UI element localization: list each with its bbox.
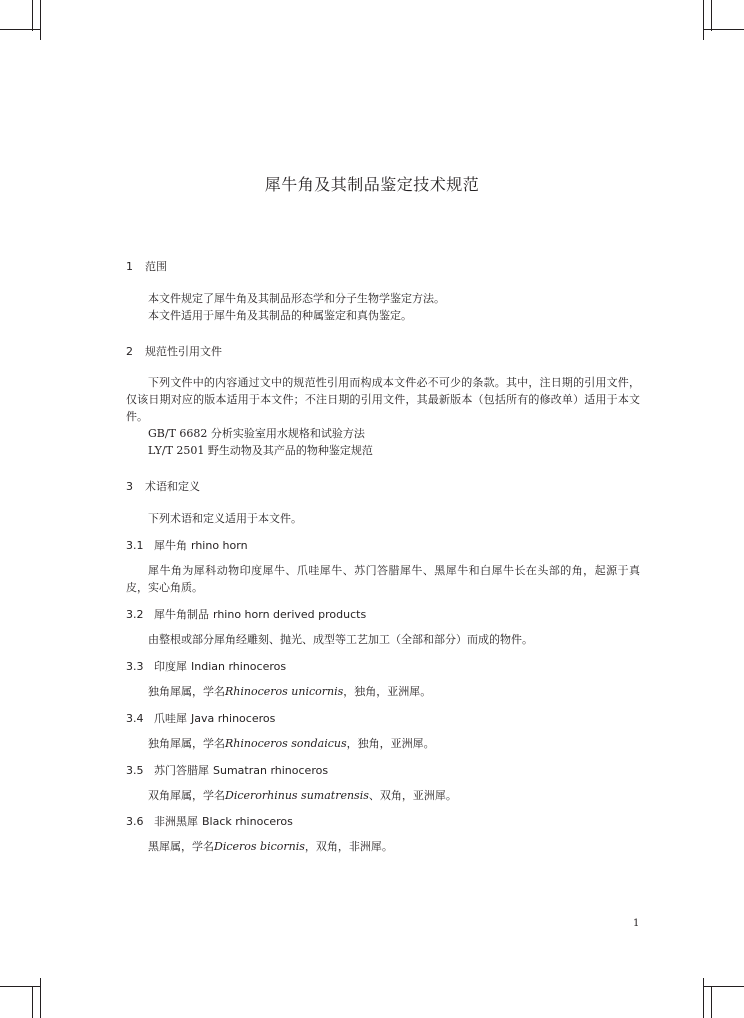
- section-title: 范围: [145, 260, 167, 273]
- scope-line-1: 本文件规定了犀牛角及其制品形态学和分子生物学鉴定方法。: [148, 292, 445, 305]
- term-number: 3.2: [126, 608, 144, 621]
- latin-name: Dicerorhinus sumatrensis: [225, 789, 369, 802]
- page-number: 1: [633, 918, 640, 929]
- term-en: Sumatran rhinoceros: [213, 764, 329, 777]
- latin-name: Rhinoceros sondaicus: [225, 737, 347, 750]
- term-3-1-definition: 犀牛角为犀科动物印度犀牛、爪哇犀牛、苏门答腊犀牛、黑犀牛和白犀牛长在头部的角，起源于真皮，实心角质。: [126, 564, 640, 594]
- definition-text: ，双角，非洲犀。: [304, 840, 393, 853]
- section-title: 规范性引用文件: [145, 345, 222, 358]
- term-number: 3.3: [126, 660, 144, 673]
- document-title: 犀牛角及其制品鉴定技术规范: [264, 175, 480, 194]
- term-zh: 苏门答腊犀: [154, 764, 209, 777]
- section-3-heading: [126, 478, 200, 494]
- term-3-4-heading: [126, 710, 275, 726]
- term-number: 3.6: [126, 815, 144, 828]
- term-zh: 非洲黑犀: [154, 815, 198, 828]
- definition-text: 黑犀属，学名: [148, 840, 214, 853]
- section-title: 术语和定义: [145, 480, 200, 493]
- term-en: Java rhinoceros: [191, 712, 276, 725]
- section-number: 3: [126, 480, 133, 493]
- term-3-4-definition: [148, 735, 435, 752]
- term-3-5-definition: [148, 787, 457, 804]
- term-zh: 爪哇犀: [154, 712, 187, 725]
- term-3-2-definition: 由整根或部分犀角经雕刻、抛光、成型等工艺加工（全部和部分）而成的物件。: [148, 633, 533, 646]
- section-2-heading: [126, 343, 222, 359]
- term-en: rhino horn: [191, 539, 248, 552]
- term-3-3-definition: [148, 683, 431, 700]
- term-zh: 犀牛角制品: [154, 608, 209, 621]
- term-3-3-heading: [126, 658, 286, 674]
- term-number: 3.1: [126, 539, 144, 552]
- definition-text: ，独角，亚洲犀。: [343, 685, 432, 698]
- definition-text: 独角犀属，学名: [148, 737, 225, 750]
- term-zh: 印度犀: [154, 660, 187, 673]
- term-3-6-heading: [126, 813, 293, 829]
- term-en: Black rhinoceros: [202, 815, 293, 828]
- section-number: 2: [126, 345, 133, 358]
- reference-item: GB/T 6682 分析实验室用水规格和试验方法: [148, 427, 365, 440]
- terms-intro: 下列术语和定义适用于本文件。: [148, 512, 302, 525]
- scope-line-2: 本文件适用于犀牛角及其制品的种属鉴定和真伪鉴定。: [148, 309, 412, 322]
- term-zh: 犀牛角: [154, 539, 187, 552]
- reference-item: LY/T 2501 野生动物及其产品的物种鉴定规范: [148, 444, 373, 457]
- term-number: 3.4: [126, 712, 144, 725]
- term-3-2-heading: [126, 606, 366, 622]
- term-3-5-heading: [126, 762, 328, 778]
- term-3-6-definition: [148, 838, 393, 855]
- section-1-heading: [126, 258, 167, 274]
- latin-name: Diceros bicornis: [214, 840, 305, 853]
- normative-references-paragraph: 下列文件中的内容通过文中的规范性引用而构成本文件必不可少的条款。其中，注日期的引用文件，仅该日期对应的版本适用于本文件；不注日期的引用文件，其最新版本（包括所有的修改单）适用于本文件。: [126, 376, 640, 423]
- section-number: 1: [126, 260, 133, 273]
- term-number: 3.5: [126, 764, 144, 777]
- latin-name: Rhinoceros unicornis: [225, 685, 344, 698]
- term-3-1-heading: [126, 537, 248, 553]
- definition-text: ，独角，亚洲犀。: [346, 737, 435, 750]
- term-en: rhino horn derived products: [213, 608, 367, 621]
- term-en: Indian rhinoceros: [191, 660, 287, 673]
- definition-text: 独角犀属，学名: [148, 685, 225, 698]
- definition-text: 双角犀属，学名: [148, 789, 225, 802]
- definition-text: 、双角，亚洲犀。: [368, 789, 457, 802]
